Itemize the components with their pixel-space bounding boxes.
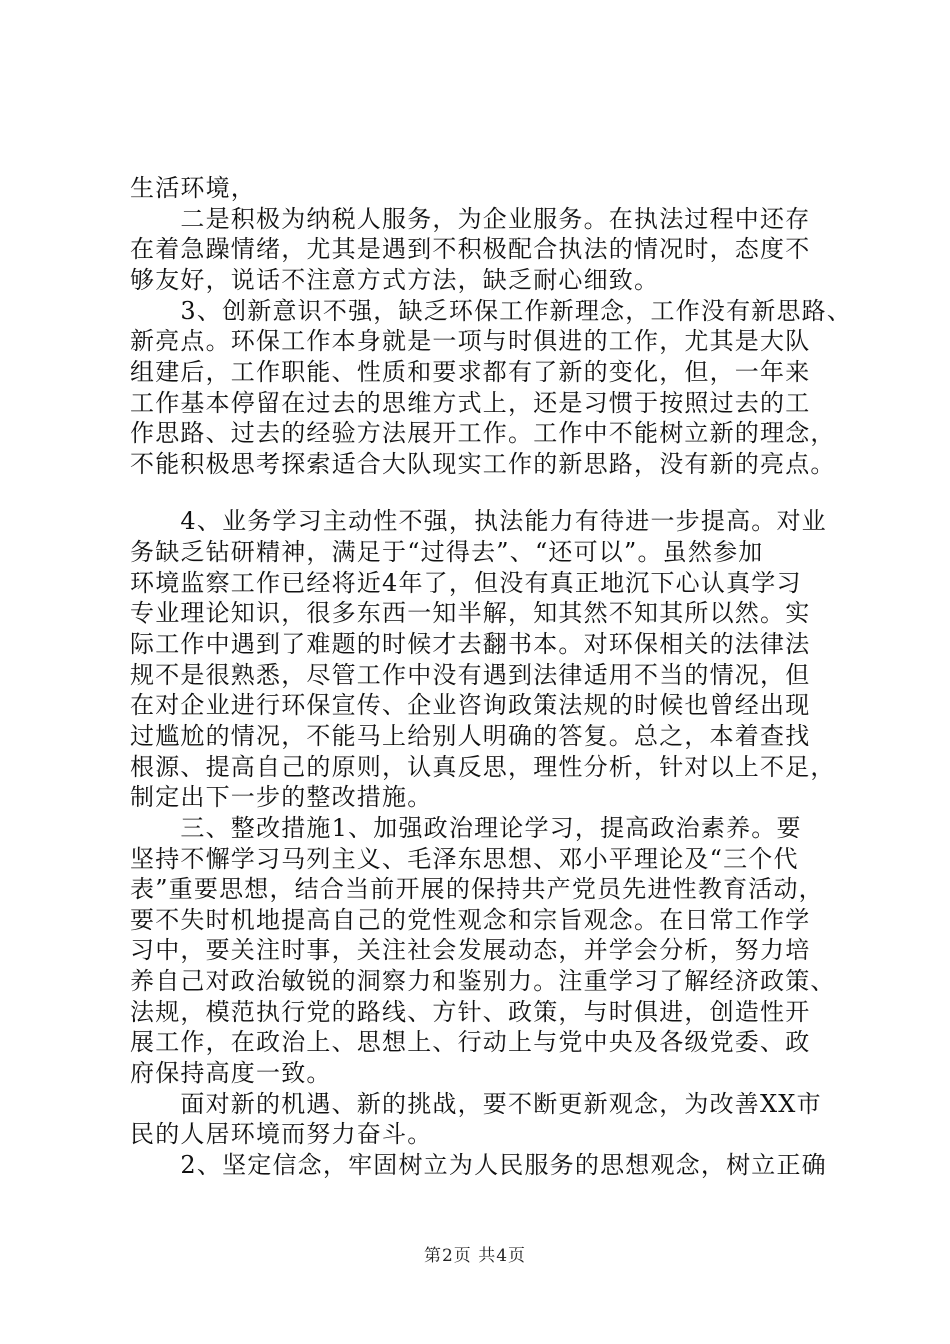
text-line: 制定出下一步的整改措施。 — [130, 783, 433, 811]
text-line: 3、创新意识不强，缺乏环保工作新理念，工作没有新思路、 — [130, 297, 853, 325]
text-line: 表”重要思想，结合当前开展的保持共产党员先进性教育活动， — [130, 875, 824, 903]
text-line: 2、坚定信念，牢固树立为人民服务的思想观念，树立正确 — [130, 1151, 827, 1179]
text-line: 习中，要关注时事，关注社会发展动态，并学会分析，努力培 — [130, 936, 811, 964]
page-number-label: 第2页 共4页 — [423, 1246, 527, 1266]
text-line: 过尴尬的情况，不能马上给别人明确的答复。总之，本着查找 — [130, 722, 811, 750]
text-line: 在对企业进行环保宣传、企业咨询政策法规的时候也曾经出现 — [130, 691, 811, 719]
text-line: 规不是很熟悉，尽管工作中没有遇到法律适用不当的情况，但 — [130, 661, 811, 689]
text-line: 际工作中遇到了难题的时候才去翻书本。对环保相关的法律法 — [130, 630, 811, 658]
text-line: 民的人居环境而努力奋斗。 — [130, 1120, 433, 1148]
text-line: 工作基本停留在过去的思维方式上，还是习惯于按照过去的工 — [130, 389, 811, 417]
text-line: 要不失时机地提高自己的党性观念和宗旨观念。在日常工作学 — [130, 906, 811, 934]
text-line: 不能积极思考探索适合大队现实工作的新思路，没有新的亮点。 — [130, 450, 836, 478]
text-line: 在着急躁情绪，尤其是遇到不积极配合执法的情况时，态度不 — [130, 235, 811, 263]
text-line: 三、整改措施1、加强政治理论学习，提高政治素养。要 — [130, 814, 802, 842]
text-line: 作思路、过去的经验方法展开工作。工作中不能树立新的理念， — [130, 419, 836, 447]
text-line: 坚持不懈学习马列主义、毛泽东思想、邓小平理论及“三个代 — [130, 845, 799, 873]
text-line: 养自己对政治敏锐的洞察力和鉴别力。注重学习了解经济政策、 — [130, 967, 836, 995]
text-line: 务缺乏钻研精神，满足于“过得去”、“还可以”。虽然参加 — [130, 538, 764, 566]
text-line: 法规，模范执行党的路线、方针、政策，与时俱进，创造性开 — [130, 998, 811, 1026]
text-line: 环境监察工作已经将近4年了，但没有真正地沉下心认真学习 — [130, 569, 802, 597]
text-line: 够友好，说话不注意方式方法，缺乏耐心细致。 — [130, 266, 660, 294]
text-line: 二是积极为纳税人服务，为企业服务。在执法过程中还存 — [130, 205, 811, 233]
text-line: 新亮点。环保工作本身就是一项与时俱进的工作，尤其是大队 — [130, 327, 811, 355]
text-line: 面对新的机遇、新的挑战，要不断更新观念，为改善XX市 — [130, 1090, 822, 1118]
text-line: 生活环境， — [130, 174, 256, 202]
text-line: 展工作，在政治上、思想上、行动上与党中央及各级党委、政 — [130, 1028, 811, 1056]
text-line: 府保持高度一致。 — [130, 1059, 332, 1087]
text-line: 根源、提高自己的原则，认真反思，理性分析，针对以上不足， — [130, 753, 836, 781]
text-line: 专业理论知识，很多东西一知半解，知其然不知其所以然。实 — [130, 599, 811, 627]
page-footer — [0, 1245, 950, 1267]
text-line: 组建后，工作职能、性质和要求都有了新的变化，但，一年来 — [130, 358, 811, 386]
text-line: 4、业务学习主动性不强，执法能力有待进一步提高。对业 — [130, 507, 827, 535]
